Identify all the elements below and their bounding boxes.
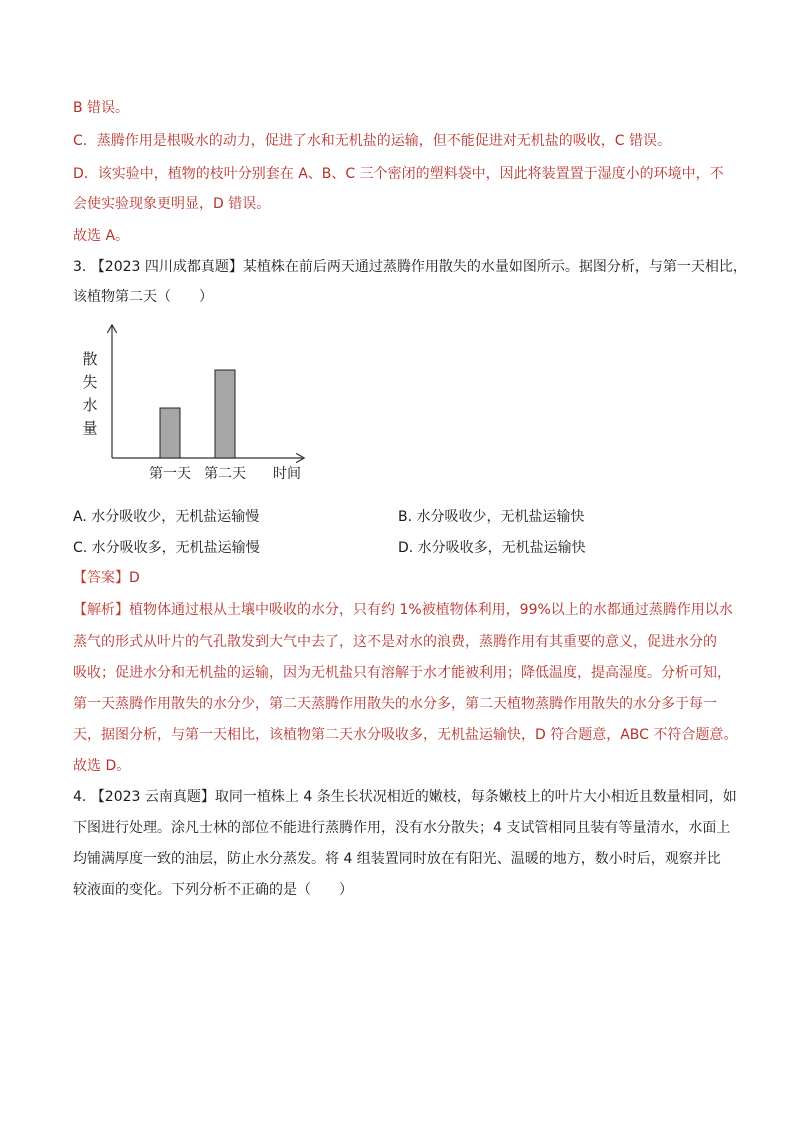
analysis-tag: 【解析】 — [73, 602, 129, 618]
q4-stem-line-3: 均铺满厚度一致的油层，防止水分蒸发。将 4 组装置同时放在有阳光、温暖的地方，数小时后，观察并比 — [73, 851, 721, 867]
bar-2 — [215, 370, 235, 458]
prev-answer-line-d1: D．该实验中，植物的枝叶分别套在 A、B、C 三个密闭的塑料袋中，因此将装置置于湿度小的环境中，不 — [73, 166, 724, 182]
prev-answer-conclusion: 故选 A。 — [73, 228, 130, 244]
option-b[interactable]: B. 水分吸收少，无机盐运输快 — [398, 509, 585, 525]
answer-tag: 【答案】 — [73, 570, 129, 586]
answer-value: D — [129, 570, 140, 586]
y-axis-label — [82, 350, 97, 437]
option-a[interactable]: A. 水分吸收少，无机盐运输慢 — [73, 509, 260, 525]
q4-stem-line-2: 下图进行处理。涂凡士林的部位不能进行蒸腾作用，没有水分散失；4 支试管相同且装有等量清水，水面上 — [73, 820, 731, 836]
option-c[interactable]: C. 水分吸收多，无机盐运输慢 — [73, 540, 260, 556]
analysis-text-1: 植物体通过根从土壤中吸收的水分，只有约 1%被植物体利用，99%以上的水都通过蒸腾作用以水 — [129, 602, 733, 618]
q4-stem-line-4: 较液面的变化。下列分析不正确的是（ ） — [73, 882, 353, 898]
q4-stem-line-1: 4. 【2023 云南真题】取同一植株上 4 条生长状况相近的嫩枝，每条嫩枝上的叶片大小相近且数量相同，如 — [73, 789, 737, 805]
analysis-line-1 — [73, 600, 733, 620]
prev-answer-line-c: C．蒸腾作用是根吸水的动力，促进了水和无机盐的运输，但不能促进对无机盐的吸收，C 错误。 — [73, 133, 671, 149]
y-label-char-4: 量 — [82, 419, 98, 437]
prev-answer-line-d2: 会使实验现象更明显，D 错误。 — [73, 196, 271, 212]
prev-answer-line-b: B 错误。 — [73, 100, 130, 116]
x-axis-label: 时间 — [273, 466, 301, 482]
analysis-line-2: 蒸气的形式从叶片的气孔散发到大气中去了，这不是对水的浪费，蒸腾作用有其重要的意义，促进水分的 — [73, 634, 717, 650]
q3-stem-line-1: 3. 【2023 四川成都真题】某植株在前后两天通过蒸腾作用散失的水量如图所示。据图分析，与第一天相比， — [73, 259, 747, 275]
q3-conclusion: 故选 D。 — [73, 758, 131, 774]
q3-stem-line-2: 该植物第二天（ ） — [73, 289, 213, 305]
bar-1 — [160, 408, 180, 458]
option-d[interactable]: D. 水分吸收多，无机盐运输快 — [398, 540, 586, 556]
x-tick-label-1: 第一天 — [149, 466, 191, 482]
x-tick-label-2: 第二天 — [204, 466, 246, 482]
analysis-line-4: 第一天蒸腾作用散失的水分少，第二天蒸腾作用散失的水分多，第二天植物蒸腾作用散失的水分多于每一 — [73, 696, 717, 712]
water-loss-bar-chart — [78, 318, 318, 488]
analysis-line-5: 天，据图分析，与第一天相比，该植物第二天水分吸收多，无机盐运输快，D 符合题意，ABC 不符合题意。 — [73, 727, 738, 743]
y-label-char-1: 散 — [82, 350, 98, 368]
answer-line — [73, 568, 140, 588]
analysis-line-3: 吸收；促进水分和无机盐的运输，因为无机盐只有溶解于水才能被利用；降低温度，提高湿度。分析可知， — [73, 665, 731, 681]
y-label-char-2: 失 — [82, 373, 98, 391]
y-label-char-3: 水 — [82, 396, 98, 414]
